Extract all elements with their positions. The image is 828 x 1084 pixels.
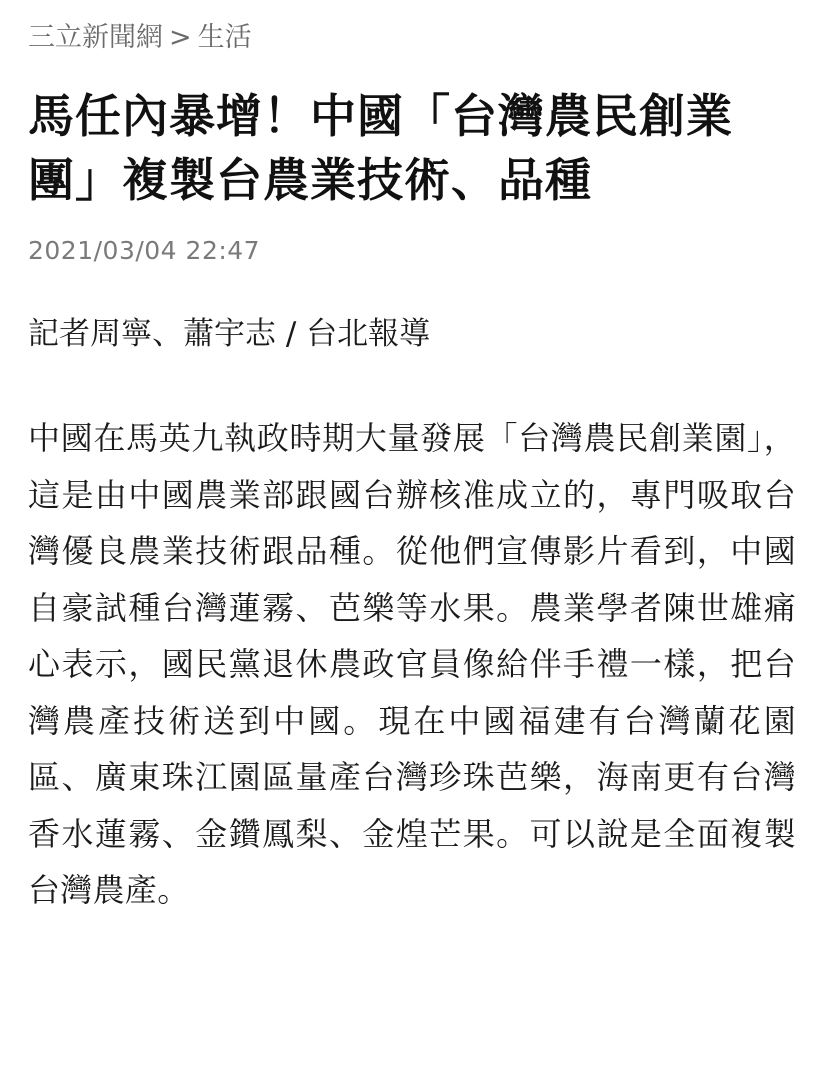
breadcrumb-section-link[interactable]: 生活 [197,22,252,53]
breadcrumb [28,0,800,62]
article-timestamp: 2021/03/04 22:47 [28,236,261,265]
article-paragraph: 中國在馬英九執政時期大量發展「台灣農民創業園」，這是由中國農業部跟國台辦核准成立的，專門吸取台灣優良農業技術跟品種。從他們宣傳影片看到，中國自豪試種台灣蓮霧、芭樂等水果。農業學者陳世雄痛心表示，國民黨退休農政官員像給伴手禮一樣，把台灣農產技術送到中國。現在中國福建有台灣蘭花園區、廣東珠江園區量產台灣珍珠芭樂，海南更有台灣香水蓮霧、金鑽鳳梨、金煌芒果。可以說是全面複製台灣農產。 [28,419,796,909]
article-byline: 記者周寧、蕭宇志 / 台北報導 [28,316,431,352]
article-title: 馬任內暴增！中國「台灣農民創業團」複製台農業技術、品種 [28,89,733,207]
breadcrumb-separator: > [169,22,192,53]
breadcrumb-site-link[interactable]: 三立新聞網 [28,22,163,53]
